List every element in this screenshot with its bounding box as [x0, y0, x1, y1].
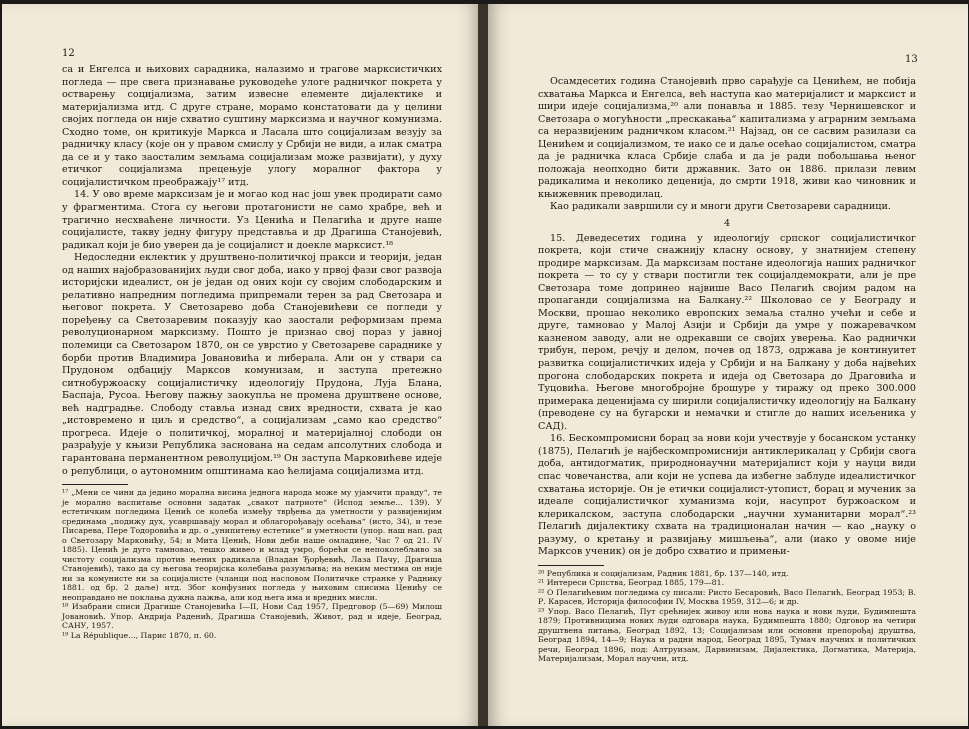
footnote-divider	[538, 565, 604, 566]
right-page	[488, 4, 968, 726]
paragraph: 16. Бескомпромисни борац за нови који учествује у босанском устанку (1875), Пелагић је најбескомпромиснији антиклерикалац у Србији свога доба, антидогматик, природнонаучни материјалист који у науци види спас човечанства, али који не успева да избегне заблуде идеалистичког схватања историје. Он је етички социјалист-утопист, борац и мученик за идеале социјалистичког хуманизма који, насупрот буржоаском и клерикалском, заступа слободарски „научни хуманитарни морал“.²³ Пелагић дијалектику схвата на традиционалан начин — као „науку о разуму, о кретању и развијању мишљења“, али (иако у овоме није Марксов ученик) он је добро схватио и примењи-	[538, 433, 916, 558]
paragraph: Као радикали завршили су и многи други Светозареви сарадници.	[550, 201, 891, 213]
paragraph: 14. У ово време марксизам је и могао код нас још увек продирати само у фрагментима. Стога су његови протагонисти не само храбре, већ и трагично несхваћене личности. Уз Ценића и Пелагића и друге наше социјалисте, такву једну фигуру представља и др Драгиша Станојевић, радикал који је био уверен да је социјалист и доекле марксист.¹⁸	[62, 189, 442, 251]
footnote: ¹⁹ La République..., Парис 1870, п. 60.	[62, 630, 217, 640]
page-number: 12	[62, 48, 75, 59]
left-page-body	[62, 64, 442, 640]
paragraph: са и Енгелса и њихових сарадника, налазимо и трагове марксистичких погледа — пре свега признавање руководеће улоге радничког покрета у остварењу социјализма, затим извесне елементе дијалектике и материјализма итд. С друге стране, морамо констатовати да у целини својих погледа он није схватио суштину марксизма и научног комунизма. Сходно томе, он критикује Маркса и Ласала што социјализам везују за радничку класу (које он у правом смислу у Србији не види, а илак сматра да се и у тако заосталим земљама социјализам може развијати), у духу етичког социјализма прецењује улогу моралног фактора у социјалистичком преображају¹⁷ итд.	[62, 64, 442, 188]
footnote: ¹⁷ „Мени се чини да једино морална висина једнога народа може му ујамчити правду“, те је морално васпитање основни задатак „свакот патриоте“ (Испод земље... 139). У естетичким погледима Ценић се колеба између тврђења да уметности у развијенијим срединама „подижу дух, усавршавају морал и облагорођавају осећања“ (исто, 34), и тезе Писарева, Пере Тодоровића и др. о „унипитењу естетике“ и уметности (упор. наш нап. рад о Светозару Марковићу, 54; и Мита Ценић, Нови деби наше омладине, Час 7 од 21. IV 1885). Ценић је дуго тамновао, тешко живео и млад умро, борећи се непоколебљиво за чистоту социјализма против њених радикала (Владан Ђорђевић, Лаза Пачу, Драгиша Станојевић), тако да су његова теоријска колебања разумљива; на неким местима он није ни за комунисте ни за социјалисте (чланци под насловом Политичке странке у Раднику 1881. од бр. 2 даље) итд. Због конфузних погледа у њиховим списима Ценићу се неоправдано не поклања дужна пажња, али код њега има и вредних мисли.	[62, 488, 442, 602]
paragraph: 15. Деведесетих година у идеологију српског социјалистичког покрета, који стиче снажнију класну основу, у знатнијем степену продире марксизам. Да марксизам постане идеологија наших радничког покрета — то су у ствари постигли тек социјалдемократи, али је пре Светозара томе допринео највише Васо Пелагић својим радом на пропаганди социјализма на Балкану.²² Школовао се у Београду и Москви, прошао неколико европских земаља стално учећи и себе и друге, тамновао у Малој Азији и Србији да умре у пожаревачком казненом заводу, али не одрекавши се својих уверења. Као раднички трибун, пером, речју и делом, почев од 1873, одржава је континуитет развитка социјалистичких идеја у Србији и на Балкану у доба највећих прогона слободарских покрета и идеја од Светозара до Драговића и Туцовића. Његове многобројне брошуре у тиражу од преко 300.000 примерака децениjама су ширили социјалистичку идеологију на Балкану (преводене су на бугарски и немачки и стигле до наших исељеника у САД).	[538, 232, 916, 432]
footnote: ¹⁸ Изабрани списи Драгише Станојевића I—II, Нови Сад 1957, Предговор (5—69) Милош Јовановић. Упор. Андрија Раденић, Драгиша Станојевић, Живот, рад и идеје, Београд, САНУ, 1957.	[62, 602, 442, 631]
footnote: ²³ Упор. Васо Пелагић, Пут срећнијек живоу или нова наука и нови људи, Будимпешта 1879; Противницима нових људи одговара наука, Будимпешта 1880; Одговор на четири друштвена питања, Београд 1892, 13; Социјализам или основни препорођај друштва, Београд 1894, 14—9; Наука и радни народ, Београд 1895, Тумач научних и политичких речи, Београд 1896, под: Алтруизам, Дарвинизам, Дијалектика, Догматика, Материја, Материјализам, Морал научни, итд.	[538, 606, 916, 664]
right-page-body	[538, 76, 916, 664]
footnote: ²² О Пелагићевим погледима су писали: Ристо Бесаровић, Васо Пелагић, Београд 1953; В. Р. Карасев, Историја философии IV, Москва 1959, 312—6; и др.	[538, 587, 916, 607]
section-number: 4	[723, 218, 731, 230]
left-page	[2, 4, 480, 726]
page-number: 13	[905, 54, 918, 65]
book-spread	[2, 4, 968, 726]
paragraph: Недоследни еклектик у друштвено-политичкој пракси и теорији, један од наших најобразованијих људи свог доба, иако у првој фази свог развоја историјски идеалист, он је један од оних који су својим слободарским и релативно напредним погледима припремали терен за рад Светозара и његовог покрета. У Светозарево доба Станојевићеви се погледи у поређењу са Светозаревим показују као заостали реформизам према револуционарном марксизму. Пошто је признао свој пораз у јавној полемици са Светозаром 1870, он се уврстио у Светозареве сараднике у борби против Владимира Јовановића и либерала. Али он у ствари са Прудоном одбацију Марксов комунизам, и заступа претежно ситнобуржоаску социјалистичку идеологију Прудона, Луја Блана, Баспаја, Русоа. Његову пажњу заокупља не промена друштвене основе, већ надградње. Слободу ставља изнад свих вредности, схвата је као „истовремено и циљ и средство“, а социјализам „само као средство“ прогреса. Идеје о политичкој, моралној и материјалној слободи он разрађује у књизи Република заснована на седам апсолутних слобода и гарантована перманентном револуцијом.¹⁹ Он заступа Марковићеве идеје о републици, о аутономним општинама као ћелијама социјализма итд.	[62, 252, 442, 477]
footnote-divider	[62, 484, 128, 485]
paragraph: Осамдесетих година Станојевић прво сарађује са Ценићем, не побија схватања Маркса и Енгелса, већ наступа као материјалист и марксист и шири идеје социјализма,²⁰ али понавља и 1885. тезу Чернишевског и Светозара о могућности „прескакања“ капитализма у аграрним земљама са неразвијеним радничком класом.²¹ Најзад, он се сасвим разилази са Ценићем и социјализмом, те иако се и даље осећао социјалистом, сматра да је радничка класа Србије слаба и да је ради побољшања њеног положаја неопходно бити државник. Зато он 1886. прилази левим радикалима и неколико деценија, до смрти 1918, живи као чиновник и књижевник преводилац.	[538, 76, 916, 200]
footnote: ²⁰ Република и социјализам, Радник 1881, бр. 137—140, итд.	[538, 568, 789, 578]
footnote: ²¹ Интереси Српства, Београд 1885, 179—81.	[538, 578, 725, 588]
